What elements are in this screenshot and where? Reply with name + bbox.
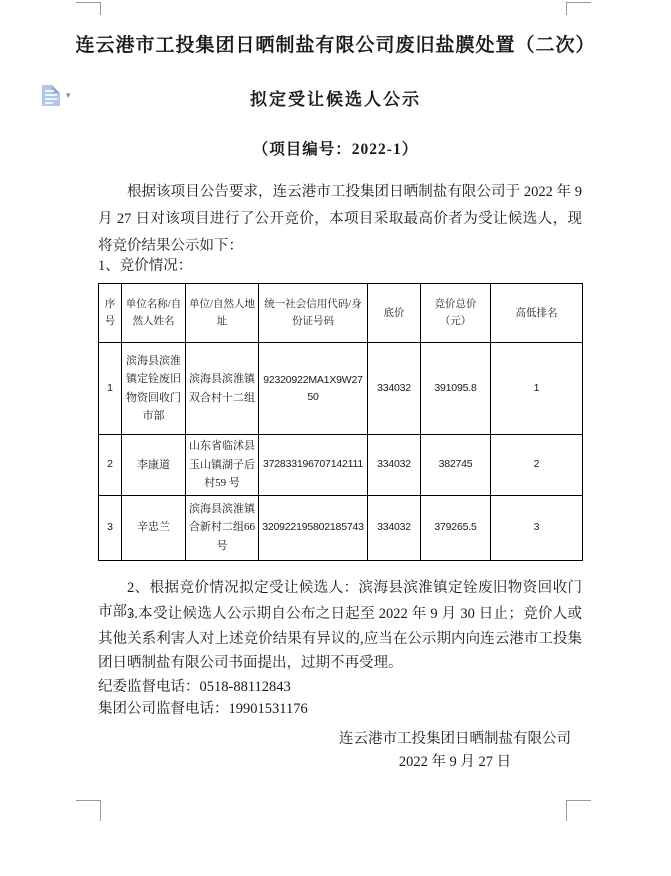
margin-crop-mark-bottom-right [566,800,591,821]
cell-rank: 2 [491,435,583,496]
signature-company: 连云港市工投集团日晒制盐有限公司 [339,731,571,747]
doc-title-line2: 拟定受让候选人公示 [250,90,421,109]
discipline-phone-line: 纪委监督电话：0518-88112843 [98,679,291,695]
cell-total-price: 382745 [421,435,491,496]
margin-crop-mark-bottom-left [76,800,101,821]
project-number: （项目编号：2022-1） [252,141,419,158]
cell-address: 山东省临沭县玉山镇湖子后村59 号 [186,435,259,496]
col-header-rank: 高低排名 [491,284,583,343]
cell-seq: 1 [99,343,122,435]
doc-title-line1: 连云港市工投集团日晒制盐有限公司废旧盐膜处置（二次） [75,35,596,56]
col-header-base-price: 底价 [368,284,421,343]
cell-base-price: 334032 [368,435,421,496]
col-header-seq: 序号 [99,284,122,343]
cell-rank: 1 [491,343,583,435]
margin-crop-mark-top-left [76,2,101,15]
intro-paragraph: 根据该项目公告要求，连云港市工投集团日晒制盐有限公司于 2022 年 9 月 27 日对该项目进行了公开竞价，本项目采取最高价者为受让候选人，现将竞价结果公示如下： [98,184,582,254]
cell-base-price: 334032 [368,343,421,435]
result-paragraph: 2、根据竞价情况拟定受让候选人：滨海县滨淮镇定铨废旧物资回收门市部； [98,580,582,620]
signature-block [339,728,571,774]
cell-credit-code: 92320922MA1X9W2750 [259,343,368,435]
cell-credit-code: 372833196707142111 [259,435,368,496]
signature-date: 2022 年 9 月 27 日 [398,754,512,770]
cell-credit-code: 320922195802185743 [259,495,368,560]
table-header-row [99,284,583,343]
col-header-total-price: 竞价总价（元） [421,284,491,343]
cell-address: 滨海县滨淮镇合新村二组66 号 [186,495,259,560]
col-header-name: 单位名称/自然人姓名 [122,284,186,343]
bid-results-table [98,283,583,561]
chevron-down-icon[interactable]: ▾ [66,89,71,100]
col-header-credit-code: 统一社会信用代码/身份证号码 [259,284,368,343]
group-phone-line: 集团公司监督电话：19901531176 [98,701,308,717]
table-row [99,495,583,560]
table-row [99,435,583,496]
notice-paragraph: 3.本受让候选人公示期自公布之日起至 2022 年 9 月 30 日止；竞价人或其他关系利害人对上述竞价结果有异议的,应当在公示期内向连云港市工投集团日晒制盐有限公司书面提出，过期不再受理。 [98,606,582,671]
cell-total-price: 379265.5 [421,495,491,560]
col-header-address: 单位/自然人地址 [186,284,259,343]
table-row [99,343,583,435]
cell-address: 滨海县滨淮镇双合村十二组 [186,343,259,435]
cell-bidder-name: 辛忠兰 [122,495,186,560]
cell-seq: 3 [99,495,122,560]
section1-label: 1、竞价情况： [98,258,193,274]
cell-bidder-name: 李康道 [122,435,186,496]
margin-crop-mark-top-right [566,2,591,15]
cell-seq: 2 [99,435,122,496]
cell-bidder-name: 滨海县滨淮镇定铨废旧物资回收门市部 [122,343,186,435]
cell-base-price: 334032 [368,495,421,560]
cell-total-price: 391095.8 [421,343,491,435]
cell-rank: 3 [491,495,583,560]
